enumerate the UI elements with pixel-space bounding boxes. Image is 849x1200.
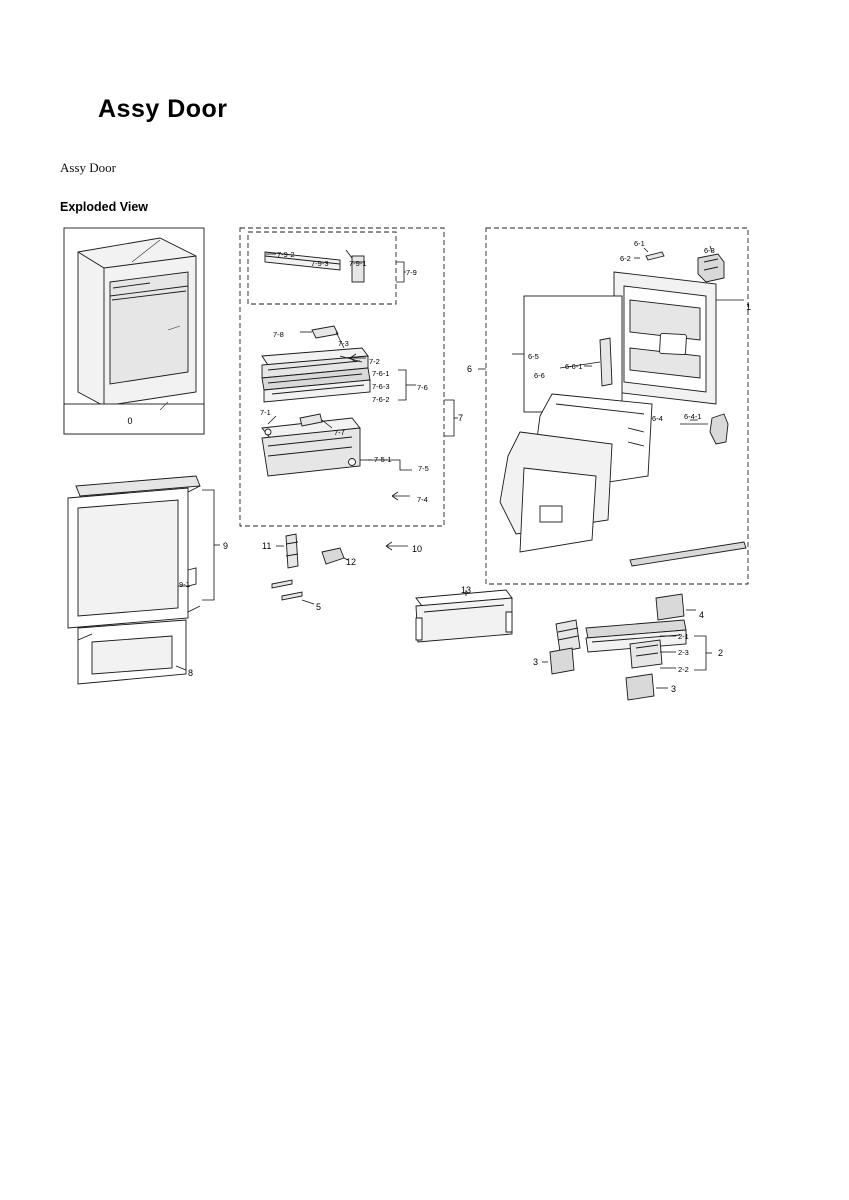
callout-7-4: 7-4 [417, 495, 428, 504]
part-6-inner-liners [500, 394, 652, 552]
document-subtitle: Assy Door [60, 160, 116, 175]
callout-5: 5 [316, 602, 322, 612]
callout-6-3: 6-3 [704, 246, 715, 255]
callout-2-1: 2-1 [678, 632, 689, 641]
callout-7-9: 7-9 [406, 268, 417, 277]
callout-6-6: 6-6 [534, 371, 545, 380]
callout-4: 4 [699, 610, 705, 620]
callout-7-6-3: 7-6-3 [372, 382, 390, 391]
part-7-6-panel-assembly [262, 348, 370, 402]
callout-6-2: 6-2 [620, 254, 631, 263]
part-9-outer-panel [68, 476, 220, 628]
part-6-door-outer [614, 272, 744, 404]
callout-2-3: 2-3 [678, 648, 689, 657]
part-10-lead [386, 542, 408, 550]
callout-7-9-1: 7-9-1 [349, 259, 367, 268]
callout-9-1: 9-1 [179, 580, 190, 589]
callout-1: 1 [746, 302, 752, 312]
part-6-1-screw [634, 248, 664, 260]
part-5-screws [272, 580, 314, 604]
callout-7: 7 [458, 413, 464, 423]
callout-3-right: 3 [671, 684, 677, 694]
part-13-tray [416, 590, 512, 642]
callout-11: 11 [262, 541, 272, 551]
callout-6-6-1: 6-6-1 [565, 362, 583, 371]
callout-2: 2 [718, 648, 724, 658]
callout-6-1: 6-1 [634, 239, 645, 248]
part-2-handle-assembly [556, 620, 712, 670]
callout-7-8: 7-8 [273, 330, 284, 339]
appliance-illustration-box [64, 228, 204, 434]
callout-8: 8 [188, 668, 194, 678]
callout-6-4: 6-4 [652, 414, 663, 423]
callout-2-2: 2-2 [678, 665, 689, 674]
part-8-kick-panel [78, 620, 186, 684]
appliance-badge-label: 0 [127, 416, 133, 426]
callout-6-5: 6-5 [528, 352, 539, 361]
callout-7-1: 7-1 [260, 408, 271, 417]
callout-7-9-2: 7-9-2 [277, 250, 295, 259]
part-7-4-lead [392, 492, 410, 500]
callout-7-6: 7-6 [417, 383, 428, 392]
part-12-clip [322, 548, 348, 564]
callout-7-3: 7-3 [338, 339, 349, 348]
group-brackets [368, 262, 458, 470]
callout-12: 12 [346, 557, 357, 567]
part-3-end-cap-left [542, 648, 574, 674]
callout-6: 6 [467, 364, 473, 374]
callout-7-7: 7-7 [334, 428, 345, 437]
page-title: Assy Door [98, 95, 228, 123]
callout-7-5-1: 7-5-1 [374, 455, 392, 464]
callout-3-left: 3 [533, 657, 539, 667]
callout-10: 10 [412, 544, 423, 554]
callout-7-6-1: 7-6-1 [372, 369, 390, 378]
callout-7-2: 7-2 [369, 357, 380, 366]
callout-6-4-1: 6-4-1 [684, 412, 702, 421]
callout-9: 9 [223, 541, 229, 551]
part-6-rail [630, 542, 746, 566]
part-4-end-cap [656, 594, 696, 620]
part-11-clips [276, 534, 298, 568]
part-3-end-cap-right [626, 674, 668, 700]
callout-7-5: 7-5 [418, 464, 429, 473]
part-7-5-inner-panel [262, 416, 372, 476]
callout-7-6-2: 7-6-2 [372, 395, 390, 404]
callout-7-9-3: 7-9-3 [311, 259, 329, 268]
callout-13: 13 [461, 585, 472, 595]
section-label: Exploded View [60, 200, 148, 214]
